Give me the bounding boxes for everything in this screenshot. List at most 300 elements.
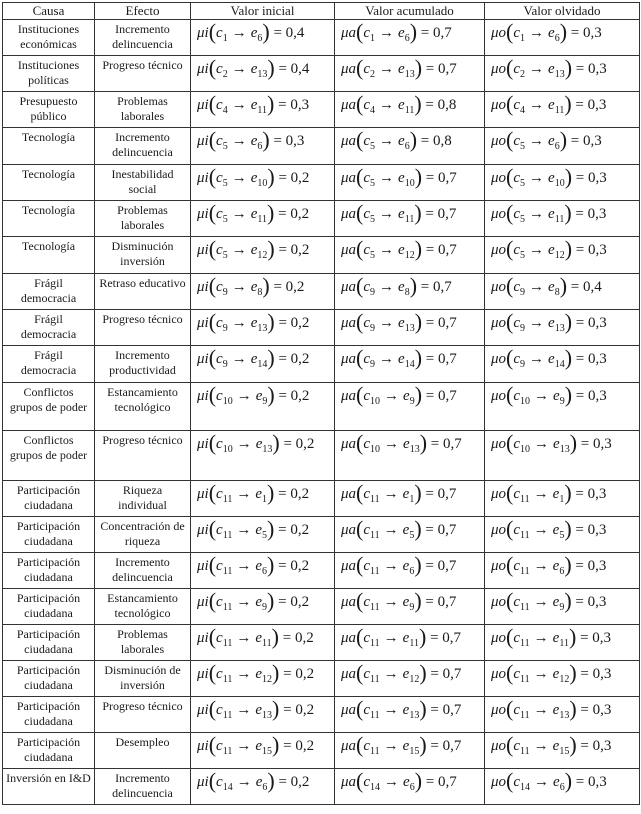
cause-index: 11 [222, 494, 233, 505]
equals-sign: = [422, 61, 438, 77]
membership-symbol: μo [491, 206, 507, 222]
effect-var: e [398, 315, 405, 331]
close-paren: ) [564, 91, 572, 116]
forgotten-value-cell [485, 481, 640, 517]
close-paren: ) [564, 345, 573, 370]
forgotten-value-cell-value: 0,3 [588, 315, 607, 331]
cause-index: 11 [520, 566, 530, 577]
effect-index: 11 [554, 105, 565, 116]
close-paren: ) [267, 382, 275, 407]
effect-var: e [552, 738, 560, 754]
close-paren: ) [564, 164, 573, 189]
membership-symbol: μi [197, 702, 209, 718]
accumulated-value-cell-value: 0,7 [442, 630, 462, 646]
membership-symbol: μo [491, 351, 507, 367]
effect-var: e [255, 666, 263, 682]
cause-var: c [216, 279, 223, 295]
forgotten-value-cell-value: 0,3 [592, 666, 612, 682]
cause-var: c [216, 61, 223, 77]
effect-index: 12 [409, 674, 420, 685]
close-paren: ) [564, 382, 573, 407]
open-paren: ( [356, 696, 364, 721]
cause-index: 11 [222, 602, 233, 613]
close-paren: ) [419, 660, 427, 685]
equals-sign: = [422, 351, 438, 367]
cause-index: 9 [370, 359, 376, 370]
effect-var: e [250, 61, 258, 77]
close-paren: ) [414, 480, 422, 505]
forgotten-value-cell-value: 0,3 [587, 594, 607, 610]
effect-var: e [552, 486, 560, 502]
close-paren: ) [568, 624, 577, 649]
membership-symbol: μi [197, 242, 209, 258]
close-paren: ) [414, 588, 422, 613]
effect-var: e [255, 738, 263, 754]
equals-sign: = [426, 738, 443, 754]
close-paren: ) [419, 732, 427, 757]
close-paren: ) [569, 660, 577, 685]
close-paren: ) [564, 552, 572, 577]
table-row [3, 165, 640, 201]
equals-sign: = [572, 351, 588, 367]
open-paren: ( [208, 588, 217, 613]
membership-symbol: μo [491, 97, 507, 113]
accumulated-value-cell-value: 0,7 [442, 702, 462, 718]
arrow-symbol: → [236, 666, 252, 682]
open-paren: ( [506, 516, 514, 541]
table-row [3, 237, 640, 274]
equals-sign: = [274, 61, 291, 77]
membership-symbol: μa [341, 666, 357, 682]
membership-symbol: μa [341, 702, 357, 718]
effect-index: 6 [262, 782, 268, 793]
cause-index: 11 [520, 638, 530, 649]
arrow-symbol: → [533, 558, 549, 574]
cause-index: 5 [370, 178, 376, 189]
effect-index: 13 [554, 69, 565, 80]
cause-var: c [216, 558, 223, 574]
effect-index: 9 [409, 396, 415, 407]
equals-sign: = [422, 242, 438, 258]
equals-sign: = [421, 206, 438, 222]
open-paren: ( [356, 55, 364, 80]
initial-value-cell-value: 0,2 [294, 630, 314, 646]
membership-symbol: μi [197, 594, 209, 610]
initial-value-cell [191, 431, 335, 481]
open-paren: ( [208, 91, 217, 116]
membership-symbol: μi [197, 351, 209, 367]
initial-value-cell [191, 481, 335, 517]
equals-sign: = [576, 630, 593, 646]
table-body [3, 20, 640, 805]
open-paren: ( [356, 19, 364, 44]
open-paren: ( [356, 273, 364, 298]
arrow-symbol: → [383, 738, 399, 754]
close-paren: ) [267, 345, 275, 370]
membership-symbol: μa [341, 486, 357, 502]
cause-index: 11 [520, 530, 530, 541]
open-paren: ( [208, 309, 217, 334]
close-paren: ) [267, 309, 275, 334]
membership-symbol: μa [341, 738, 357, 754]
close-paren: ) [564, 309, 573, 334]
effect-var: e [548, 206, 555, 222]
membership-symbol: μo [491, 61, 507, 77]
table-row [3, 346, 640, 383]
cause-var: c [216, 436, 223, 452]
open-paren: ( [506, 19, 514, 44]
arrow-symbol: → [231, 242, 247, 258]
membership-symbol: μi [197, 206, 209, 222]
effect-index: 9 [262, 602, 268, 613]
open-paren: ( [208, 382, 217, 407]
accumulated-value-cell-value: 0,7 [442, 666, 462, 682]
cause-cell: Participación ciudadana [3, 733, 95, 769]
membership-symbol: μa [341, 522, 357, 538]
effect-var: e [255, 702, 263, 718]
cause-index: 11 [520, 674, 530, 685]
forgotten-value-cell-value: 0,4 [583, 279, 602, 295]
effect-cell: Incremento delincuencia [95, 128, 191, 165]
effect-var: e [402, 666, 410, 682]
arrow-symbol: → [529, 97, 545, 113]
arrow-symbol: → [379, 25, 395, 41]
open-paren: ( [208, 480, 217, 505]
table-row [3, 589, 640, 625]
cause-cell: Conflictos grupos de poder [3, 431, 95, 481]
arrow-symbol: → [383, 486, 399, 502]
membership-symbol: μi [197, 630, 209, 646]
effect-index: 13 [257, 69, 268, 80]
forgotten-value-cell [485, 237, 640, 274]
initial-value-cell-value: 0,2 [295, 666, 315, 682]
equals-sign: = [421, 486, 438, 502]
close-paren: ) [267, 588, 275, 613]
effect-var: e [255, 486, 263, 502]
effect-index: 6 [554, 141, 560, 152]
close-paren: ) [419, 696, 427, 721]
effect-cell: Retraso educativo [95, 274, 191, 310]
close-paren: ) [564, 588, 572, 613]
forgotten-value-cell [485, 165, 640, 201]
membership-symbol: μa [341, 388, 357, 404]
cause-index: 10 [520, 396, 531, 407]
arrow-symbol: → [533, 738, 549, 754]
effect-index: 12 [257, 250, 268, 261]
cause-cell: Participación ciudadana [3, 661, 95, 697]
membership-symbol: μo [491, 170, 507, 186]
membership-symbol: μo [491, 522, 507, 538]
effect-index: 5 [262, 530, 268, 541]
arrow-symbol: → [379, 97, 395, 113]
membership-symbol: μo [491, 558, 507, 574]
membership-symbol: μo [491, 279, 507, 295]
initial-value-cell-value: 0,2 [290, 774, 310, 790]
initial-value-cell-value: 0,2 [290, 351, 310, 367]
effect-index: 12 [404, 250, 415, 261]
cause-index: 4 [222, 105, 228, 116]
arrow-symbol: → [236, 702, 252, 718]
initial-value-cell [191, 733, 335, 769]
effect-cell: Problemas laborales [95, 201, 191, 237]
initial-value-cell-value: 0,2 [290, 170, 310, 186]
open-paren: ( [506, 430, 514, 455]
equals-sign: = [426, 702, 443, 718]
cause-var: c [513, 133, 521, 149]
close-paren: ) [419, 430, 428, 455]
effect-index: 14 [257, 359, 268, 370]
cause-index: 11 [370, 746, 380, 757]
cause-var: c [363, 61, 371, 77]
initial-value-cell-value: 0,2 [290, 315, 310, 331]
open-paren: ( [356, 430, 364, 455]
effect-var: e [552, 630, 560, 646]
cause-cell: Participación ciudadana [3, 553, 95, 589]
open-paren: ( [356, 552, 364, 577]
arrow-symbol: → [379, 279, 395, 295]
membership-symbol: μo [491, 774, 507, 790]
initial-value-cell-value: 0,2 [290, 388, 310, 404]
cause-index: 2 [222, 69, 228, 80]
arrow-symbol: → [231, 351, 247, 367]
cause-cell: Instituciones económicas [3, 20, 95, 56]
table-row [3, 661, 640, 697]
table-row [3, 431, 640, 481]
effect-cell: Disminución de inversión [95, 661, 191, 697]
arrow-symbol: → [533, 666, 549, 682]
cause-var: c [513, 388, 521, 404]
accumulated-value-cell [335, 346, 485, 383]
effect-index: 12 [559, 674, 570, 685]
cause-var: c [363, 279, 371, 295]
open-paren: ( [356, 164, 364, 189]
close-paren: ) [414, 382, 423, 407]
open-paren: ( [208, 552, 217, 577]
accumulated-value-cell [335, 625, 485, 661]
effect-cell: Inestabilidad social [95, 165, 191, 201]
arrow-symbol: → [231, 133, 247, 149]
arrow-symbol: → [383, 630, 399, 646]
open-paren: ( [506, 55, 514, 80]
equals-sign: = [274, 242, 291, 258]
cause-var: c [216, 242, 223, 258]
arrow-symbol: → [379, 242, 395, 258]
cause-cell: Tecnología [3, 237, 95, 274]
open-paren: ( [506, 127, 514, 152]
close-paren: ) [414, 236, 423, 261]
equals-sign: = [421, 594, 438, 610]
effect-var: e [402, 486, 410, 502]
close-paren: ) [272, 660, 280, 685]
effect-index: 1 [409, 494, 415, 505]
close-paren: ) [409, 127, 418, 152]
cause-var: c [216, 97, 223, 113]
open-paren: ( [356, 768, 364, 793]
close-paren: ) [559, 19, 568, 44]
open-paren: ( [208, 200, 217, 225]
equals-sign: = [274, 388, 291, 404]
effect-index: 11 [257, 214, 268, 225]
initial-value-cell-value: 0,2 [290, 206, 310, 222]
table-row [3, 553, 640, 589]
cause-cell: Frágil democracia [3, 346, 95, 383]
cause-cell: Conflictos grupos de poder [3, 383, 95, 431]
effect-index: 11 [404, 105, 415, 116]
equals-sign: = [572, 774, 588, 790]
membership-symbol: μa [341, 315, 357, 331]
equals-sign: = [279, 436, 296, 452]
open-paren: ( [506, 660, 514, 685]
effect-index: 6 [559, 566, 565, 577]
accumulated-value-cell-value: 0,7 [443, 436, 462, 452]
cause-cell: Tecnología [3, 201, 95, 237]
initial-value-cell [191, 165, 335, 201]
initial-value-cell-value: 0,4 [290, 61, 310, 77]
membership-symbol: μi [197, 133, 209, 149]
cause-var: c [513, 242, 521, 258]
equals-sign: = [427, 436, 443, 452]
effect-var: e [398, 61, 405, 77]
close-paren: ) [262, 273, 270, 298]
forgotten-value-cell-value: 0,3 [588, 242, 607, 258]
close-paren: ) [414, 200, 422, 225]
equals-sign: = [571, 206, 588, 222]
cause-index: 11 [370, 674, 380, 685]
membership-symbol: μo [491, 702, 507, 718]
effect-cell: Riqueza individual [95, 481, 191, 517]
accumulated-value-cell [335, 697, 485, 733]
open-paren: ( [506, 732, 514, 757]
cause-var: c [513, 594, 521, 610]
open-paren: ( [208, 164, 217, 189]
effect-cell: Estancamiento tecnológico [95, 383, 191, 431]
cause-index: 10 [370, 444, 381, 455]
open-paren: ( [356, 624, 364, 649]
forgotten-value-cell-value: 0,3 [588, 774, 607, 790]
effect-index: 11 [559, 638, 569, 649]
initial-value-cell-value: 0,2 [295, 436, 315, 452]
arrow-symbol: → [529, 351, 545, 367]
equals-sign: = [417, 133, 433, 149]
cause-index: 5 [222, 141, 228, 152]
cause-index: 5 [370, 141, 376, 152]
table-row [3, 310, 640, 346]
arrow-symbol: → [231, 315, 247, 331]
forgotten-value-cell [485, 431, 640, 481]
effect-cell: Incremento delincuencia [95, 553, 191, 589]
cause-index: 9 [520, 287, 526, 298]
cause-var: c [363, 486, 371, 502]
effect-var: e [403, 774, 410, 790]
cause-index: 2 [370, 69, 376, 80]
cause-index: 9 [222, 359, 228, 370]
close-paren: ) [414, 345, 423, 370]
accumulated-value-cell [335, 274, 485, 310]
arrow-symbol: → [529, 206, 545, 222]
cause-index: 11 [370, 638, 380, 649]
membership-symbol: μi [197, 486, 209, 502]
open-paren: ( [506, 91, 514, 116]
accumulated-value-cell-value: 0,8 [433, 133, 452, 149]
effect-cell: Progreso técnico [95, 56, 191, 92]
equals-sign: = [572, 315, 588, 331]
equals-sign: = [422, 388, 438, 404]
membership-symbol: μa [341, 630, 357, 646]
membership-symbol: μa [341, 97, 357, 113]
forgotten-value-cell-value: 0,3 [583, 25, 602, 41]
effect-var: e [402, 522, 410, 538]
effect-cell: Incremento delincuencia [95, 20, 191, 56]
effect-index: 13 [559, 444, 570, 455]
accumulated-value-cell [335, 92, 485, 128]
arrow-symbol: → [379, 315, 395, 331]
open-paren: ( [208, 345, 217, 370]
table-row [3, 733, 640, 769]
table-row [3, 625, 640, 661]
cause-index: 5 [222, 178, 228, 189]
open-paren: ( [506, 382, 514, 407]
equals-sign: = [576, 738, 593, 754]
cause-index: 11 [370, 530, 380, 541]
cause-index: 10 [222, 444, 233, 455]
arrow-symbol: → [383, 522, 399, 538]
equals-sign: = [426, 666, 443, 682]
forgotten-value-cell-value: 0,3 [592, 630, 612, 646]
accumulated-value-cell-value: 0,8 [437, 97, 457, 113]
membership-symbol: μo [491, 738, 507, 754]
initial-value-cell-value: 0,2 [290, 558, 310, 574]
effect-var: e [255, 558, 263, 574]
effect-var: e [402, 738, 410, 754]
close-paren: ) [409, 273, 418, 298]
accumulated-value-cell-value: 0,7 [437, 522, 457, 538]
membership-symbol: μi [197, 97, 209, 113]
equals-sign: = [571, 522, 588, 538]
open-paren: ( [356, 127, 364, 152]
cause-index: 14 [222, 782, 233, 793]
arrow-symbol: → [533, 702, 549, 718]
cause-cell: Frágil democracia [3, 310, 95, 346]
close-paren: ) [414, 164, 423, 189]
effect-index: 15 [262, 746, 273, 757]
equals-sign: = [422, 774, 438, 790]
cause-var: c [363, 594, 371, 610]
cause-var: c [216, 522, 223, 538]
effect-index: 1 [559, 494, 565, 505]
equals-sign: = [269, 279, 286, 295]
accumulated-value-cell [335, 20, 485, 56]
arrow-symbol: → [379, 351, 395, 367]
effect-index: 15 [559, 746, 570, 757]
forgotten-value-cell-value: 0,3 [587, 206, 607, 222]
cause-index: 10 [222, 396, 233, 407]
forgotten-value-cell-value: 0,3 [588, 388, 607, 404]
forgotten-value-cell [485, 20, 640, 56]
open-paren: ( [506, 345, 514, 370]
effect-cell: Incremento productividad [95, 346, 191, 383]
forgotten-value-cell [485, 201, 640, 237]
arrow-symbol: → [529, 133, 545, 149]
equals-sign: = [269, 133, 286, 149]
open-paren: ( [356, 382, 364, 407]
arrow-symbol: → [384, 436, 400, 452]
forgotten-value-cell-value: 0,3 [592, 738, 612, 754]
forgotten-value-cell-value: 0,3 [593, 436, 612, 452]
effect-var: e [403, 388, 410, 404]
cause-index: 9 [370, 323, 376, 334]
effect-cell: Concentración de riqueza [95, 517, 191, 553]
effect-var: e [398, 170, 405, 186]
